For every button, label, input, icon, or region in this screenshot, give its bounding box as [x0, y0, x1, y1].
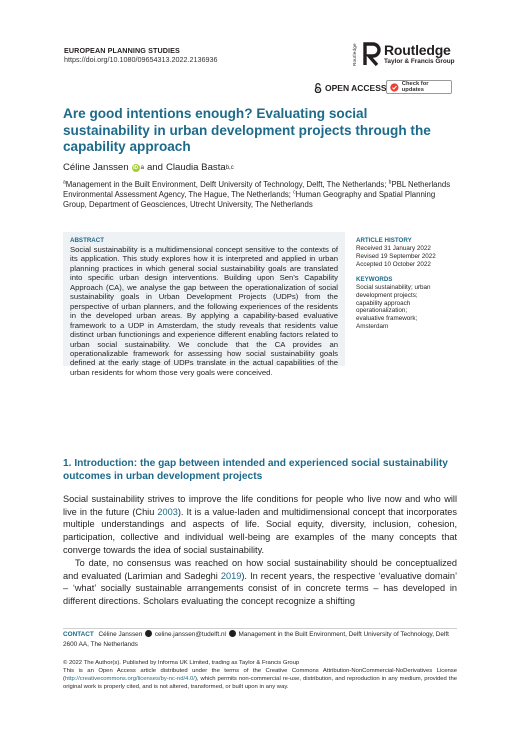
keywords-line: capability approach: [356, 299, 411, 307]
keywords-line: Social sustainability; urban: [356, 283, 431, 291]
contact-label: CONTACT: [63, 631, 94, 638]
paragraph-text: To date, no consensus was reached on how social sustainability should be conceptualized and evaluated (Larimian and Sadeghi: [63, 558, 457, 581]
history-heading: ARTICLE HISTORY: [356, 237, 412, 244]
affiliation-marker: b: [388, 179, 392, 186]
abstract-text: Social sustainability is a multidimensional concept sensitive to the contexts of its application. This study explores how it is interpreted and applied in urban planning practices in which general social sustainability goals are translated into specific urban design interventions. Building upon Sen's Capability Approach (CA), we analyse the gap between the operationalization of social sustainability goals in Urban Development Projects (UDPs) from the perspective of urban planners, and the following experiences of the residents in the developed urban areas. By applying a capability-based evaluative framework to a UDP in Amsterdam, the study reveals that residents value distinct urban functionings and experience different enabling factors related to urban social sustainability. We conclude that the CA provides an operationalizable framework for assessing how social sustainability goals defined at the early stage of UDPs translate in the actual capabilities of the urban residents for whom those very goals were conceived.: [70, 245, 338, 377]
contact-address: Management in the Built Environment, Delft University of Technology, Delft 2600 AA, The Netherlands: [63, 631, 449, 648]
keywords-heading: KEYWORDS: [356, 275, 393, 283]
contact-email[interactable]: celine.janssen@tudelft.nl: [154, 631, 226, 638]
publisher-brand: Routledge: [384, 42, 451, 58]
orcid-icon[interactable]: iD: [133, 164, 139, 171]
paragraph-text: ). It is a value-laden and multidimensional concept that incorporates multiple understandings and aspects of life. Social equity, diversity, inclusion, cohesion, participation, collective and individual well-being are examples of the many concepts that converge towards the idea of social sustainability.: [63, 506, 457, 555]
publisher-group: Taylor & Francis Group: [384, 58, 455, 65]
address-icon: [229, 630, 236, 637]
intro-paragraph-2: [63, 557, 457, 608]
doi-link[interactable]: https://doi.org/10.1080/09654313.2022.2136936: [64, 55, 218, 64]
copyright-notice: © 2022 The Author(s). Published by Informa UK Limited, trading as Taylor & Francis Group: [63, 660, 300, 666]
citation-link[interactable]: 2003: [157, 506, 178, 517]
author-list: Céline Janssen iD a and Claudia Basta b,c: [63, 162, 234, 173]
abstract-box: [63, 232, 345, 377]
check-for-updates-label: Check for updates: [401, 81, 429, 93]
open-access-text: OPEN ACCESS: [325, 83, 387, 93]
article-sidebar: [356, 237, 456, 331]
license-text: This is an Open Access article distributed under the terms of the Creative Commons Attribution-NonCommercial-NoDerivatives License (: [63, 668, 457, 682]
affiliations: [63, 180, 459, 211]
keywords-line: evaluative framework;: [356, 315, 418, 323]
affiliation-c: Human Geography and Spatial Planning Group, Department of Geosciences, Utrecht University, The Netherlands: [63, 190, 436, 210]
keywords-line: development projects;: [356, 291, 418, 299]
intro-paragraph-1: [63, 493, 457, 557]
crossmark-icon: [390, 83, 399, 92]
contact-info: [63, 628, 457, 649]
author-separator: and: [146, 162, 163, 173]
journal-header: [64, 46, 217, 64]
contact-name: Céline Janssen: [98, 631, 143, 638]
affiliation-marker: a: [63, 179, 66, 186]
publisher-side-text: Routledge: [352, 43, 357, 66]
section-heading: 1. Introduction: the gap between intended and experienced social sustainability outcomes in urban development projects: [63, 458, 448, 482]
history-accepted: Accepted 10 October 2022: [356, 260, 431, 268]
affiliation-marker: c: [293, 189, 296, 196]
open-access-label: [314, 83, 387, 93]
citation-link[interactable]: 2019: [220, 570, 242, 581]
license-notice: [63, 667, 457, 691]
affiliation-a: Management in the Built Environment, Delft University of Technology, Delft, The Netherlands;: [65, 180, 389, 189]
history-received: Received 31 January 2022: [356, 245, 431, 252]
journal-name: EUROPEAN PLANNING STUDIES: [64, 46, 180, 55]
paragraph-text: ). In recent years, the respective ‘evaluative domain’ – ‘what’ socially sustainable arrangements consist of in concrete terms – has developed in different directions. Scholars evaluating the concept recognize a shifting: [63, 570, 457, 607]
email-icon: [145, 630, 152, 637]
check-for-updates-button[interactable]: [386, 80, 452, 94]
routledge-mark-icon: [362, 41, 382, 67]
publisher-logo: [352, 40, 462, 70]
article-title: Are good intentions enough? Evaluating social sustainability in urban development projects through the capability approach: [63, 106, 431, 154]
history-revised: Revised 19 September 2022: [356, 252, 436, 260]
abstract-heading: ABSTRACT: [70, 237, 105, 244]
license-text: ), which permits non-commercial re-use, distribution, and reproduction in any medium, provided the original work is properly cited, and is not altered, transformed, or built upon in any way.: [63, 676, 457, 690]
keywords-line: operationalization;: [356, 307, 408, 315]
author-name[interactable]: Claudia Basta: [165, 162, 226, 173]
license-url[interactable]: http://creativecommons.org/licenses/by-nc-nd/4.0/: [64, 676, 195, 682]
paragraph-text: Social sustainability strives to improve the life conditions for people who live now and who will live in the future (Chiu: [63, 494, 457, 517]
author-name[interactable]: Céline Janssen: [63, 162, 129, 173]
open-lock-icon: [314, 83, 322, 93]
affiliation-b: PBL Netherlands Environmental Assessment Agency, The Hague, The Netherlands;: [63, 180, 451, 200]
keywords-line: Amsterdam: [356, 323, 389, 331]
